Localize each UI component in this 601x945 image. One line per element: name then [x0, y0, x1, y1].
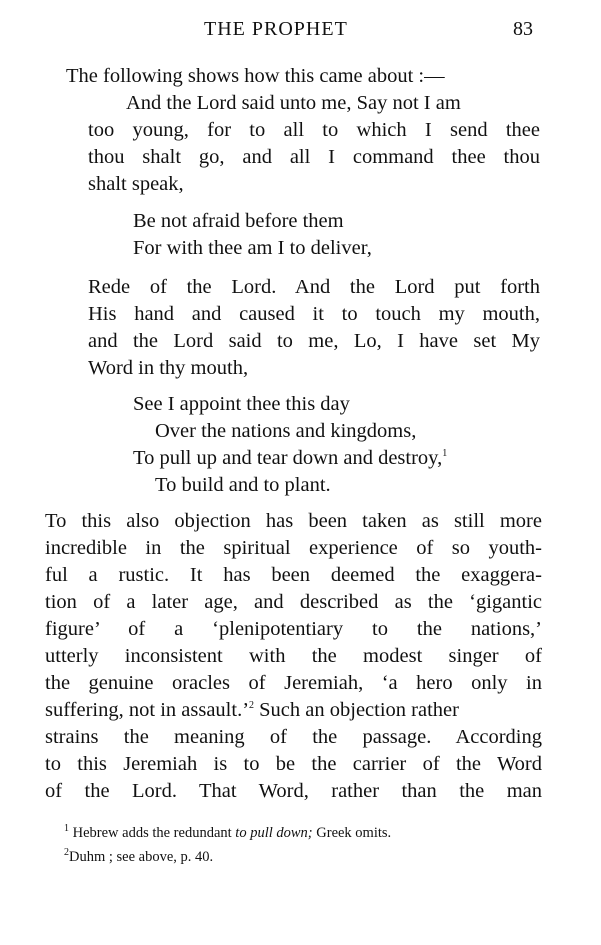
quote1-line-3: thou shalt go, and all I command thee thou	[88, 146, 540, 168]
verse1-line-1: Be not afraid before them	[133, 210, 344, 232]
quote2-line-1: Rede of the Lord. And the Lord put forth	[88, 276, 540, 298]
paragraph-line-3: ful a rustic. It has been deemed the exaggera-	[45, 564, 542, 586]
paragraph-line-2: incredible in the spiritual experience of so youth-	[45, 537, 542, 559]
paragraph-line-7: the genuine oracles of Jeremiah, ‘a hero only in	[45, 672, 542, 694]
page-number: 83	[513, 18, 533, 40]
verse2-line-3: To pull up and tear down and destroy,$^1$	[133, 447, 448, 469]
paragraph-line-9: strains the meaning of the passage. According	[45, 726, 542, 748]
footnote-2: $^2$Duhm ; see above, p. 40.	[64, 847, 214, 865]
paragraph-line-10: to this Jeremiah is to be the carrier of the Word	[45, 753, 542, 775]
intro-line: The following shows how this came about :—	[66, 65, 445, 87]
paragraph-line-5: figure’ of a ‘plenipotentiary to the nations,’	[45, 618, 542, 640]
verse2-line-4: To build and to plant.	[155, 474, 331, 496]
footnote-ref-2: 2	[249, 700, 255, 712]
quote1-line-2: too young, for to all to which I send thee	[88, 119, 540, 141]
quote1-line-1: And the Lord said unto me, Say not I am	[126, 92, 461, 114]
paragraph-line-4: tion of a later age, and described as the ‘gigantic	[45, 591, 542, 613]
paragraph-line-8: suffering, not in assault.’$^2$ Such an objection rather	[45, 699, 459, 721]
footnote-ref-1: 1	[442, 448, 448, 460]
header-title: THE PROPHET	[204, 18, 348, 40]
footnote-1: $^1$ Hebrew adds the redundant to pull down; Greek omits.	[64, 823, 392, 841]
verse1-line-2: For with thee am I to deliver,	[133, 237, 372, 259]
quote2-line-2: His hand and caused it to touch my mouth,	[88, 303, 540, 325]
paragraph-line-11: of the Lord. That Word, rather than the man	[45, 780, 542, 802]
verse2-line-1: See I appoint thee this day	[133, 393, 350, 415]
paragraph-line-1: To this also objection has been taken as still more	[45, 510, 542, 532]
verse2-line-2: Over the nations and kingdoms,	[155, 420, 417, 442]
quote1-line-4: shalt speak,	[88, 173, 184, 195]
paragraph-line-6: utterly inconsistent with the modest singer of	[45, 645, 542, 667]
quote2-line-3: and the Lord said to me, Lo, I have set My	[88, 330, 540, 352]
quote2-line-4: Word in thy mouth,	[88, 357, 249, 379]
